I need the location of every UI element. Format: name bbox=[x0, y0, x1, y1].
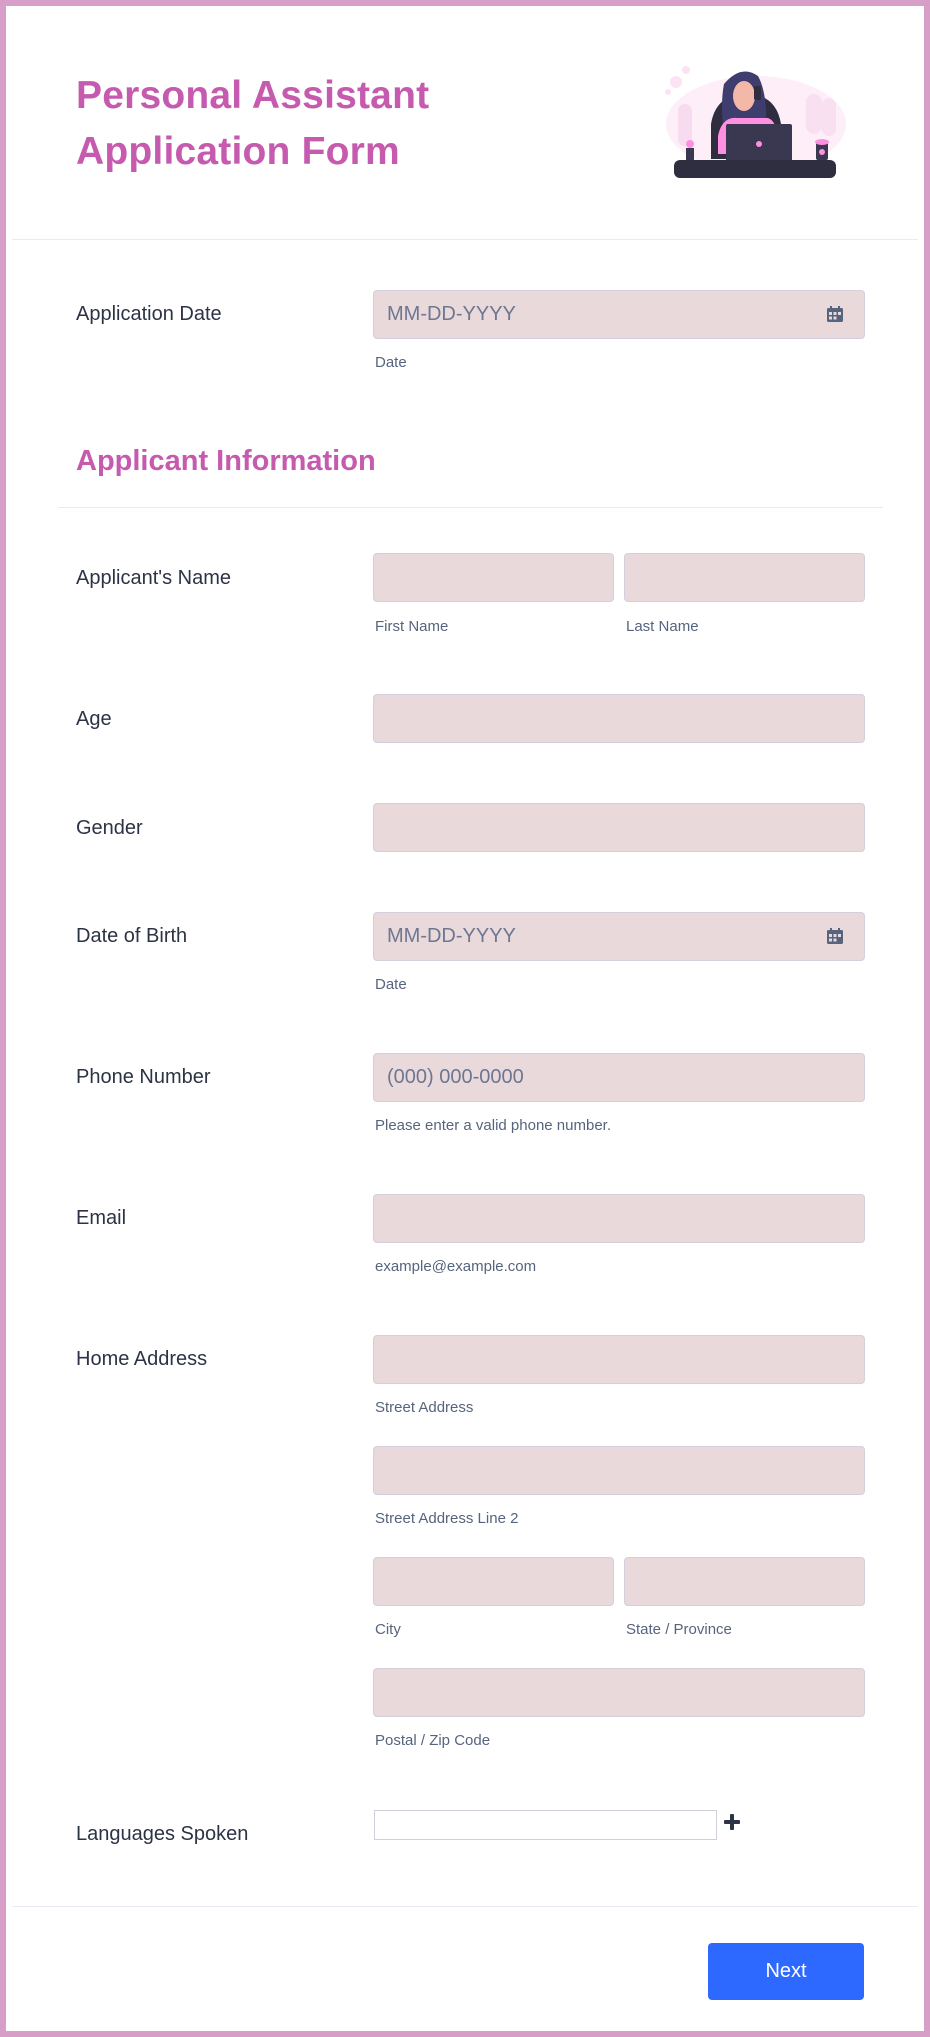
email-sublabel: example@example.com bbox=[375, 1258, 537, 1275]
street-address-input[interactable] bbox=[373, 1335, 865, 1384]
plus-icon[interactable] bbox=[723, 1813, 741, 1831]
state-province-sublabel: State / Province bbox=[626, 1621, 732, 1638]
email-input[interactable] bbox=[373, 1194, 865, 1243]
applicant-name-label: Applicant's Name bbox=[76, 567, 231, 589]
last-name-sublabel: Last Name bbox=[626, 618, 699, 635]
street-address-sublabel: Street Address bbox=[375, 1399, 474, 1416]
first-name-sublabel: First Name bbox=[375, 618, 449, 635]
first-name-input[interactable] bbox=[373, 553, 614, 602]
next-button[interactable]: Next bbox=[708, 1943, 864, 2000]
form-title-line2: Application Form bbox=[76, 130, 400, 173]
postal-zip-input[interactable] bbox=[373, 1668, 865, 1717]
date-of-birth-input[interactable] bbox=[373, 912, 865, 961]
last-name-input[interactable] bbox=[624, 553, 865, 602]
woman-at-laptop-illustration bbox=[656, 64, 856, 184]
calendar-icon[interactable] bbox=[826, 305, 844, 323]
header-divider bbox=[12, 239, 918, 240]
postal-zip-sublabel: Postal / Zip Code bbox=[375, 1732, 491, 1749]
gender-label: Gender bbox=[76, 817, 143, 839]
application-date-sublabel: Date bbox=[375, 354, 407, 371]
phone-number-input[interactable] bbox=[373, 1053, 865, 1102]
section-title-applicant-information: Applicant Information bbox=[76, 445, 376, 477]
form-title-line1: Personal Assistant bbox=[76, 74, 430, 117]
phone-number-sublabel: Please enter a valid phone number. bbox=[375, 1117, 611, 1134]
date-of-birth-sublabel: Date bbox=[375, 976, 407, 993]
application-date-label: Application Date bbox=[76, 303, 222, 325]
gender-input[interactable] bbox=[373, 803, 865, 852]
calendar-icon[interactable] bbox=[826, 927, 844, 945]
section-divider bbox=[58, 507, 883, 508]
age-input[interactable] bbox=[373, 694, 865, 743]
email-label: Email bbox=[76, 1207, 127, 1229]
phone-number-label: Phone Number bbox=[76, 1066, 211, 1088]
city-sublabel: City bbox=[375, 1621, 401, 1638]
state-province-input[interactable] bbox=[624, 1557, 865, 1606]
street-address-line2-input[interactable] bbox=[373, 1446, 865, 1495]
home-address-label: Home Address bbox=[76, 1348, 208, 1370]
age-label: Age bbox=[76, 708, 112, 730]
city-input[interactable] bbox=[373, 1557, 614, 1606]
footer-divider bbox=[12, 1906, 918, 1907]
street-address-line2-sublabel: Street Address Line 2 bbox=[375, 1510, 519, 1527]
languages-spoken-label: Languages Spoken bbox=[76, 1823, 249, 1845]
application-date-input[interactable] bbox=[373, 290, 865, 339]
date-of-birth-label: Date of Birth bbox=[76, 925, 188, 947]
languages-spoken-input[interactable] bbox=[374, 1810, 717, 1840]
